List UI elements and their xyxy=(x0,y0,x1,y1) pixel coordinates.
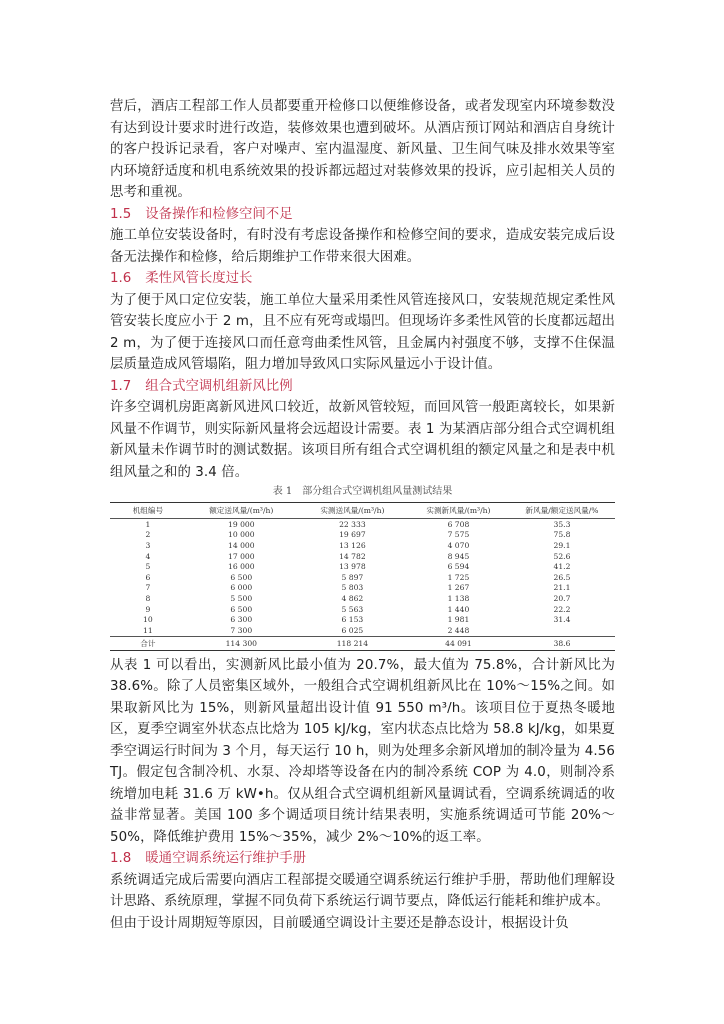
table-header-cell: 实测送风量/(m³/h) xyxy=(320,506,385,515)
table-cell: 20.7 xyxy=(553,593,571,603)
table-cell: 41.2 xyxy=(553,562,571,572)
intro-paragraph: 营后，酒店工程部工作人员都要重开检修口以便维修设备，或者发现室内环境参数没有达到设计要求时进行改造，装修效果也遭到破坏。从酒店预订网站和酒店自身统计的客户投诉记录看，客户对噪声、室内温湿度、新风量、卫生间气味及排水效果等室内环境舒适度和机电系统效果的投诉都远超过对装修效果的投诉，应引起相关人员的思考和重视。 xyxy=(110,99,615,200)
section-title: 柔性风管长度过长 xyxy=(145,271,253,286)
table-cell: 6 500 xyxy=(230,604,253,614)
table-cell: 1 xyxy=(145,519,151,529)
table-cell: 6 xyxy=(145,572,151,582)
table-cell: 4 xyxy=(145,551,151,561)
table-row xyxy=(110,561,615,572)
table-cell: 35.3 xyxy=(553,519,571,529)
table-cell: 6 153 xyxy=(341,615,364,625)
table-cell: 6 594 xyxy=(447,562,470,572)
table-cell: 3 xyxy=(145,540,151,550)
table-total-row xyxy=(110,636,615,650)
table-cell: 14 782 xyxy=(339,551,366,561)
table-cell: 114 300 xyxy=(225,638,257,648)
table-cell: 7 575 xyxy=(447,530,470,540)
table-cell: 13 978 xyxy=(339,562,366,572)
section-number: 1.6 xyxy=(110,271,132,286)
table-cell: 6 025 xyxy=(341,625,364,635)
table-cell: 8 xyxy=(145,593,151,603)
table-cell: 29.1 xyxy=(553,540,571,550)
section-heading-1-5 xyxy=(110,204,615,226)
section-title: 组合式空调机组新风比例 xyxy=(145,378,293,394)
section-heading-1-6 xyxy=(110,268,615,290)
table-cell: 6 708 xyxy=(447,519,470,529)
analysis-paragraph: 从表 1 可以看出，实测新风比最小值为 20.7%，最大值为 75.8%，合计新风比为 38.6%。除了人员密集区域外，一般组合式空调机组新风比在 10%～15%之间。如果取新风比为 15%，则新风量超出设计值 91 550 m³/h。该项目位于夏热冬暖地区，夏季空调室外状态点比焓为 105 kJ/kg，室内状态点比焓为 58.8 kJ/kg，如果夏季空调运行时间为 3 个月，每天运行 10 h，则为处理多余新风增加的制冷量为 4.56 TJ。假定包含制冷机、水泵、冷却塔等设备在内的制冷系统 COP 为 4.0，则制冷系统增加电耗 31.6 万 kW•h。仅从组合式空调机组新风量调试看，空调系统调适的收益非常显著。美国 100 多个调适项目统计结果表明，实施系统调适可节能 20%～50%，降低维护费用 15%～35%，减少 2%～10%的返工率。 xyxy=(110,657,615,845)
table-cell: 1 267 xyxy=(447,583,470,593)
section-1-7-paragraph: 许多空调机房距离新风进风口较近，故新风管较短，而回风管一般距离较长，如果新风量不作调节，则实际新风量将会远超设计需要。表 1 为某酒店部分组合式空调机组新风量未作调节时的测试数据。该项目所有组合式空调机组的额定风量之和是表中机组风量之和的 3.4 倍。 xyxy=(110,400,615,480)
table-cell: 22.2 xyxy=(553,604,571,614)
table-header-cell: 实测新风量/(m³/h) xyxy=(426,506,491,515)
table-row xyxy=(110,614,615,625)
section-1-8-paragraph: 系统调适完成后需要向酒店工程部提交暖通空调系统运行维护手册，帮助他们理解设计思路、系统原理，掌握不同负荷下系统运行调节要点，降低运行能耗和维护成本。 xyxy=(110,872,615,910)
table-cell-blurred xyxy=(509,625,615,636)
table-cell: 44 091 xyxy=(445,638,472,648)
section-number: 1.8 xyxy=(110,851,132,867)
table-cell: 1 138 xyxy=(447,593,470,603)
table-cell: 5 897 xyxy=(341,572,364,582)
table-cell: 75.8 xyxy=(553,530,571,540)
table-cell: 38.6 xyxy=(553,638,571,648)
table-cell: 8 945 xyxy=(447,551,470,561)
table-row xyxy=(110,604,615,615)
table-row xyxy=(110,572,615,583)
airflow-test-table xyxy=(110,502,615,651)
table-cell: 31.4 xyxy=(553,615,571,625)
table-cell: 13 126 xyxy=(339,540,366,550)
table-header-cell: 额定送风量/(m³/h) xyxy=(209,506,274,515)
section-heading-1-8 xyxy=(110,848,615,870)
table-cell: 22 333 xyxy=(339,519,366,529)
table-cell: 21.1 xyxy=(553,583,571,593)
table-cell: 4 070 xyxy=(447,540,470,550)
table-cell: 17 000 xyxy=(228,551,255,561)
table-cell: 1 725 xyxy=(447,572,470,582)
table-header-row xyxy=(110,503,615,519)
section-title: 暖通空调系统运行维护手册 xyxy=(145,851,306,867)
section-1-6-paragraph: 为了便于风口定位安装，施工单位大量采用柔性风管连接风口，安装规范规定柔性风管安装长度应小于 2 m，且不应有死弯或塌凹。但现场许多柔性风管的长度都远超出 2 m，为了便于连接风口而任意弯曲柔性风管，且金属内衬强度不够，支撑不住保温层质量造成风管塌陷，阻力增加导致风口实际风量远小于设计值。 xyxy=(110,292,615,372)
table-cell: 2 xyxy=(145,530,151,540)
table-cell: 1 981 xyxy=(447,615,470,625)
table-header-cell: 机组编号 xyxy=(132,506,164,515)
table-cell: 4 862 xyxy=(341,593,364,603)
table-cell: 6 000 xyxy=(230,583,253,593)
table-cell: 52.6 xyxy=(553,551,571,561)
section-title: 设备操作和检修空间不足 xyxy=(145,206,293,222)
table-row xyxy=(110,625,615,636)
table-row xyxy=(110,551,615,562)
table-header-cell: 新风量/额定送风量/% xyxy=(525,506,599,515)
table-cell: 1 440 xyxy=(447,604,470,614)
section-number: 1.7 xyxy=(110,378,132,394)
table-cell: 19 000 xyxy=(228,519,255,529)
table-cell: 5 500 xyxy=(230,593,253,603)
table-cell: 16 000 xyxy=(228,562,255,572)
table-cell: 10 xyxy=(143,615,153,625)
table-cell: 6 500 xyxy=(230,572,253,582)
table-cell: 5 563 xyxy=(341,604,364,614)
table-row xyxy=(110,540,615,551)
table-row xyxy=(110,530,615,541)
table-cell: 5 xyxy=(145,562,151,572)
table-cell: 合计 xyxy=(140,638,156,648)
table-cell: 7 300 xyxy=(230,625,253,635)
document-page xyxy=(110,96,615,934)
table-cell: 5 803 xyxy=(341,583,364,593)
table-cell: 7 xyxy=(145,583,151,593)
table-cell: 14 000 xyxy=(228,540,255,550)
table-cell: 6 300 xyxy=(230,615,253,625)
table-cell: 26.5 xyxy=(553,572,571,582)
table-cell: 19 697 xyxy=(339,530,366,540)
table-row xyxy=(110,593,615,604)
section-1-5-paragraph: 施工单位安装设备时，有时没有考虑设备操作和检修空间的要求，造成安装完成后设备无法操作和检修，给后期维护工作带来很大困难。 xyxy=(110,228,615,265)
table-cell: 11 xyxy=(143,625,153,635)
section-number: 1.5 xyxy=(110,206,132,222)
table-cell: 9 xyxy=(145,604,151,614)
table-row xyxy=(110,583,615,594)
table-cell: 2 448 xyxy=(447,625,470,635)
table-caption: 表 1 部分组合式空调机组风量测试结果 xyxy=(272,486,453,497)
table-row xyxy=(110,519,615,530)
table-cell: 118 214 xyxy=(336,638,369,648)
section-1-8-paragraph-2: 但由于设计周期短等原因，目前暖通空调设计主要还是静态设计，根据设计负 xyxy=(110,915,569,931)
table-cell: 10 000 xyxy=(228,530,255,540)
section-heading-1-7 xyxy=(110,376,615,398)
